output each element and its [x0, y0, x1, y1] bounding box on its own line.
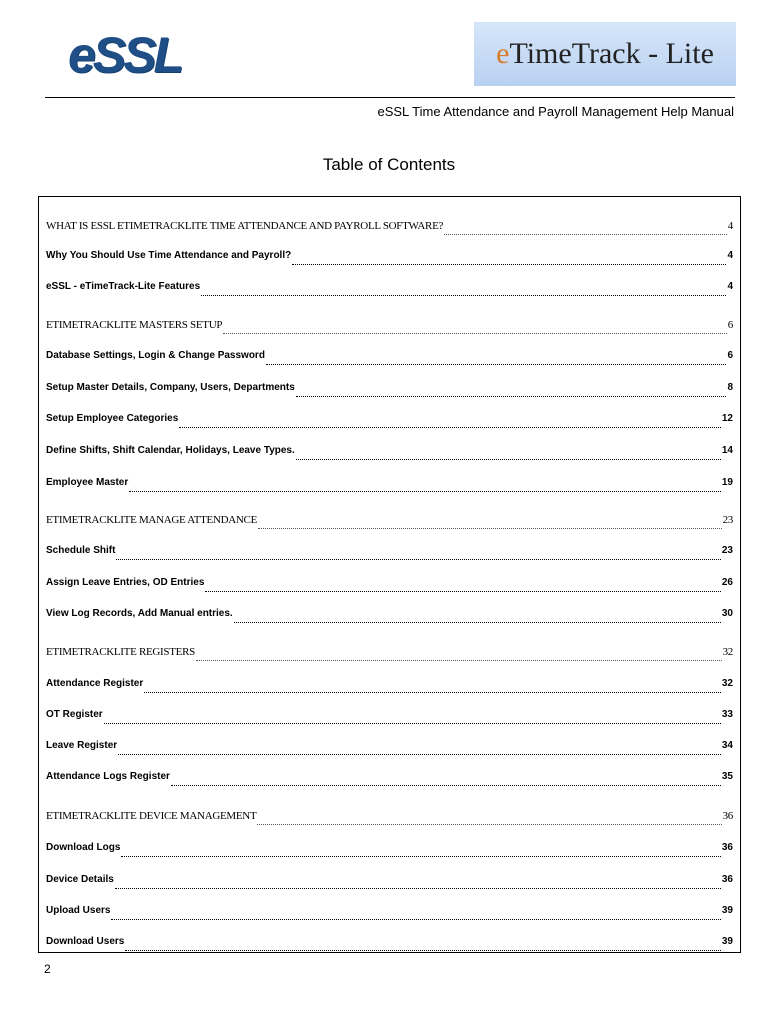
toc-subsection-entry[interactable] — [46, 477, 733, 497]
leader-dots — [292, 264, 726, 265]
essl-logo: eSSL — [68, 27, 182, 83]
toc-entry-label: Download Logs — [46, 842, 121, 853]
toc-entry-label: Upload Users — [46, 905, 111, 916]
toc-entry-page: 34 — [721, 740, 733, 751]
toc-entry-label: Database Settings, Login & Change Password — [46, 350, 265, 361]
toc-subsection-entry[interactable] — [46, 608, 733, 628]
toc-entry-label: Leave Register — [46, 740, 118, 751]
toc-entry-page: 32 — [722, 646, 733, 658]
toc-entry-label: Schedule Shift — [46, 545, 116, 556]
toc-entry-label: Define Shifts, Shift Calendar, Holidays, Leave Types. — [46, 445, 295, 456]
etimetrack-lite-banner — [474, 22, 736, 86]
toc-entry-label: Download Users — [46, 936, 125, 947]
toc-entry-label: Why You Should Use Time Attendance and Payroll? — [46, 250, 292, 261]
toc-entry-page: 4 — [727, 220, 733, 232]
toc-entry-page: 6 — [727, 319, 733, 331]
toc-entry-page: 30 — [721, 608, 733, 619]
toc-entry-page: 36 — [722, 810, 733, 822]
leader-dots — [266, 364, 727, 365]
toc-subsection-entry[interactable] — [46, 413, 733, 433]
leader-dots — [223, 333, 727, 334]
leader-dots — [171, 785, 721, 786]
toc-subsection-entry[interactable] — [46, 905, 733, 925]
toc-section-entry[interactable] — [46, 646, 733, 666]
toc-entry-label: ETIMETRACKLITE REGISTERS — [46, 646, 195, 658]
toc-subsection-entry[interactable] — [46, 281, 733, 301]
toc-subsection-entry[interactable] — [46, 577, 733, 597]
toc-entry-page: 33 — [721, 709, 733, 720]
leader-dots — [104, 723, 721, 724]
toc-section-entry[interactable] — [46, 810, 733, 830]
brand-name: TimeTrack - Lite — [509, 37, 714, 70]
leader-dots — [257, 824, 721, 825]
leader-dots — [296, 396, 727, 397]
toc-entry-label: eSSL - eTimeTrack-Lite Features — [46, 281, 201, 292]
toc-entry-label: Attendance Register — [46, 678, 144, 689]
toc-entry-label: ETIMETRACKLITE DEVICE MANAGEMENT — [46, 810, 257, 822]
leader-dots — [129, 491, 721, 492]
leader-dots — [111, 919, 720, 920]
toc-box — [38, 196, 741, 953]
toc-entry-page: 6 — [727, 350, 733, 361]
header-rule — [45, 97, 735, 98]
leader-dots — [115, 888, 721, 889]
toc-entry-page: 19 — [721, 477, 733, 488]
toc-entry-label: ETIMETRACKLITE MANAGE ATTENDANCE — [46, 514, 257, 526]
toc-entry-page: 35 — [721, 771, 733, 782]
toc-entry-page: 36 — [721, 874, 733, 885]
toc-entry-label: ETIMETRACKLITE MASTERS SETUP — [46, 319, 223, 331]
toc-entry-page: 39 — [721, 936, 733, 947]
leader-dots — [201, 295, 726, 296]
toc-section-entry[interactable] — [46, 514, 733, 534]
toc-entry-page: 14 — [721, 445, 733, 456]
toc-entry-label: Setup Employee Categories — [46, 413, 179, 424]
toc-section-entry[interactable] — [46, 220, 733, 240]
toc-entry-label: Attendance Logs Register — [46, 771, 170, 782]
leader-dots — [121, 856, 720, 857]
toc-subsection-entry[interactable] — [46, 382, 733, 402]
toc-entry-label: OT Register — [46, 709, 103, 720]
toc-title: Table of Contents — [322, 155, 456, 174]
toc-subsection-entry[interactable] — [46, 445, 733, 465]
leader-dots — [118, 754, 721, 755]
toc-subsection-entry[interactable] — [46, 936, 733, 956]
toc-subsection-entry[interactable] — [46, 740, 733, 760]
leader-dots — [125, 950, 721, 951]
leader-dots — [179, 427, 721, 428]
toc-subsection-entry[interactable] — [46, 250, 733, 270]
toc-entry-label: View Log Records, Add Manual entries. — [46, 608, 233, 619]
toc-entry-page: 39 — [721, 905, 733, 916]
toc-section-entry[interactable] — [46, 319, 733, 339]
leader-dots — [116, 559, 720, 560]
toc-entry-page: 4 — [727, 281, 733, 292]
toc-entry-page: 32 — [721, 678, 733, 689]
leader-dots — [234, 622, 721, 623]
manual-title: eSSL Time Attendance and Payroll Management Help Manual — [377, 104, 734, 119]
leader-dots — [296, 459, 721, 460]
toc-entry-label: Assign Leave Entries, OD Entries — [46, 577, 205, 588]
toc-entry-page: 36 — [721, 842, 733, 853]
toc-entry-page: 8 — [727, 382, 733, 393]
toc-entry-page: 23 — [722, 514, 733, 526]
toc-subsection-entry[interactable] — [46, 842, 733, 862]
toc-subsection-entry[interactable] — [46, 350, 733, 370]
toc-subsection-entry[interactable] — [46, 545, 733, 565]
toc-entry-label: Setup Master Details, Company, Users, Departments — [46, 382, 295, 393]
toc-entry-label: WHAT IS ESSL ETIMETRACKLITE TIME ATTENDANCE AND PAYROLL SOFTWARE? — [46, 220, 444, 232]
leader-dots — [444, 234, 727, 235]
leader-dots — [144, 692, 721, 693]
leader-dots — [258, 528, 722, 529]
page-number: 2 — [44, 962, 51, 976]
toc-entry-page: 4 — [727, 250, 733, 261]
toc-entry-label: Device Details — [46, 874, 114, 885]
toc-subsection-entry[interactable] — [46, 771, 733, 791]
toc-entry-page: 23 — [721, 545, 733, 556]
toc-subsection-entry[interactable] — [46, 678, 733, 698]
toc-subsection-entry[interactable] — [46, 709, 733, 729]
toc-subsection-entry[interactable] — [46, 874, 733, 894]
brand-prefix: e — [496, 37, 510, 70]
leader-dots — [205, 591, 720, 592]
toc-entry-page: 26 — [721, 577, 733, 588]
toc-entry-page: 12 — [721, 413, 733, 424]
toc-entry-label: Employee Master — [46, 477, 129, 488]
leader-dots — [196, 660, 722, 661]
